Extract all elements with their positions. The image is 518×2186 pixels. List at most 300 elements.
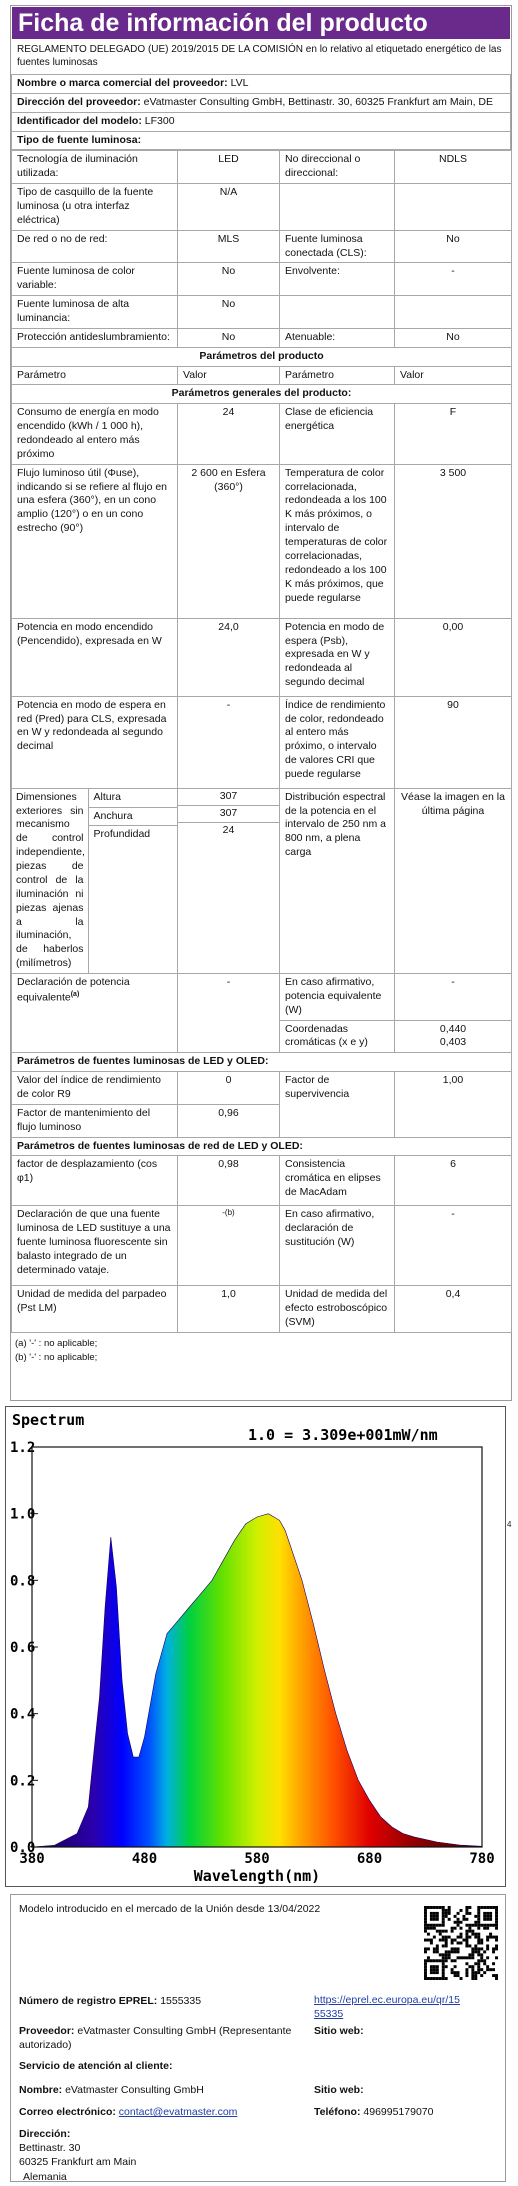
qr-module (427, 1939, 430, 1942)
qr-module (445, 1915, 448, 1918)
qr-module (448, 1918, 451, 1921)
qr-module (433, 1965, 436, 1968)
qr-module (430, 1942, 433, 1945)
qr-module (480, 1953, 483, 1956)
qr-module (430, 1915, 433, 1918)
qr-module (424, 1918, 427, 1921)
qr-module (474, 1974, 477, 1977)
qr-module (486, 1956, 489, 1959)
qr-module (430, 1971, 433, 1974)
qr-module (433, 1971, 436, 1974)
provider-web-label: Sitio web: (314, 2025, 364, 2037)
service-address: Dirección: Bettinastr. 30 60325 Frankfurt am Main Alemania (19, 2128, 137, 2183)
qr-module (465, 1956, 468, 1959)
qr-module (477, 1962, 480, 1965)
qr-module (460, 1942, 463, 1945)
qr-module (486, 1912, 489, 1915)
qr-module (462, 1915, 465, 1918)
type-row-technology: Tecnología de iluminación utilizada: LED No direccional o direccional: NDLS (12, 151, 512, 184)
qr-module (477, 1906, 480, 1909)
qr-module (424, 1915, 427, 1918)
supplier-row: Nombre o marca comercial del proveedor: LVL (11, 74, 511, 94)
qr-module (492, 1924, 495, 1927)
x-axis-label: Wavelength(nm) (193, 1867, 321, 1885)
qr-module (457, 1956, 460, 1959)
qr-module (439, 1977, 442, 1980)
qr-module (439, 1953, 442, 1956)
qr-module (445, 1909, 448, 1912)
qr-module (495, 1909, 498, 1912)
y-tick-label: 1.0 (10, 1506, 36, 1523)
qr-module (439, 1906, 442, 1909)
qr-module (433, 1950, 436, 1953)
qr-module (483, 1924, 486, 1927)
qr-module (477, 1942, 480, 1945)
led-row-r9: Valor del índice de rendimiento de color R9 0 Factor de supervivencia 1,00 (12, 1072, 512, 1105)
qr-module (492, 1947, 495, 1950)
qr-module (433, 1924, 436, 1927)
qr-module (451, 1947, 454, 1950)
height-value: 307 (178, 789, 279, 806)
qr-module (460, 1933, 463, 1936)
qr-module (427, 1927, 430, 1930)
qr-module (439, 1959, 442, 1962)
qr-module (462, 1918, 465, 1921)
qr-module (454, 1950, 457, 1953)
mains-row-cos: factor de desplazamiento (cos φ1) 0,98 Consistencia cromática en elipses de MacAdam 6 (12, 1156, 512, 1206)
qr-module (465, 1930, 468, 1933)
width-value: 307 (178, 806, 279, 823)
qr-module (468, 1956, 471, 1959)
y-tick-label: 0.2 (10, 1773, 36, 1790)
side-page-number: 4 (507, 1520, 512, 1529)
qr-module (436, 1968, 439, 1971)
qr-module (427, 1956, 430, 1959)
qr-module (430, 1906, 433, 1909)
qr-module (474, 1947, 477, 1950)
qr-module (424, 1906, 427, 1909)
qr-module (492, 1974, 495, 1977)
qr-module (477, 1965, 480, 1968)
qr-module (465, 1918, 468, 1921)
qr-module (483, 1906, 486, 1909)
qr-module (445, 1965, 448, 1968)
qr-module (448, 1906, 451, 1909)
qr-module (457, 1924, 460, 1927)
qr-module (495, 1974, 498, 1977)
supplier-value: LVL (230, 77, 249, 89)
qr-module (474, 1915, 477, 1918)
qr-module (445, 1977, 448, 1980)
qr-module (483, 1927, 486, 1930)
qr-module (436, 1915, 439, 1918)
mains-row-replacement: Declaración de que una fuente luminosa de LED sustituye a una fuente luminosa fluorescente sin balasto integrado de un determinado vataje. -(b) En caso afirmativo, declaración de sustitución (W) - (12, 1206, 512, 1286)
qr-module (460, 1956, 463, 1959)
qr-module (477, 1915, 480, 1918)
qr-module (477, 1971, 480, 1974)
qr-module (465, 1968, 468, 1971)
qr-module (436, 1965, 439, 1968)
qr-module (433, 1936, 436, 1939)
qr-module (465, 1912, 468, 1915)
footnote-a: (a) '-' : no aplicable; (15, 1337, 98, 1349)
qr-module (433, 1959, 436, 1962)
qr-module (477, 1939, 480, 1942)
qr-module (477, 1936, 480, 1939)
qr-module (486, 1947, 489, 1950)
qr-module (462, 1939, 465, 1942)
qr-module (433, 1906, 436, 1909)
qr-module (468, 1912, 471, 1915)
equivalent-power-row: Declaración de potencia equivalente$^{(a)}$ - En caso afirmativo, potencia equivalente (W) - (12, 973, 512, 1020)
qr-module (495, 1944, 498, 1947)
qr-module (427, 1947, 430, 1950)
spectrum-svg (6, 1407, 507, 1888)
depth-value: 24 (222, 823, 235, 836)
qr-module (471, 1924, 474, 1927)
params-heading: Parámetros del producto (12, 347, 512, 366)
qr-module (480, 1924, 483, 1927)
qr-module (492, 1936, 495, 1939)
qr-module (495, 1915, 498, 1918)
qr-module (465, 1933, 468, 1936)
qr-module (445, 1944, 448, 1947)
qr-module (483, 1912, 486, 1915)
qr-module (445, 1930, 448, 1933)
general-row-standby: Potencia en modo de espera en red (Pred) para CLS, expresada en W y redondeada al segundo decimal - Índice de rendimiento de color, redondeado al entero más próximo, o intervalo de valores CRI que puede regularse 90 (12, 696, 512, 788)
qr-module (465, 1942, 468, 1945)
qr-module (430, 1927, 433, 1930)
qr-module (489, 1924, 492, 1927)
qr-module (424, 1912, 427, 1915)
qr-module (442, 1909, 445, 1912)
y-tick-label: 1.2 (10, 1440, 36, 1456)
qr-module (433, 1977, 436, 1980)
qr-module (495, 1939, 498, 1942)
qr-module (465, 1909, 468, 1912)
qr-module (454, 1939, 457, 1942)
qr-module (477, 1918, 480, 1921)
general-row-flux: Flujo luminoso útil (Φuse), indicando si se refiere al flujo en una esfera (360°), en un cono amplio (120°) o en un cono estrecho (90°) 2 600 en Esfera (360°) Temperatura de color correlacionada, redondeada a los 100 K más próximos, o intervalo de temperaturas de color correlacionadas, redondeado a los 100 K más próximos, que puede regularse 3 500 (12, 464, 512, 618)
qr-module (442, 1956, 445, 1959)
qr-module (471, 1968, 474, 1971)
qr-module (424, 1924, 427, 1927)
qr-module (430, 1918, 433, 1921)
qr-module (445, 1942, 448, 1945)
provider-value: eVatmaster Consulting GmbH (Representante autorizado) (19, 2025, 292, 2051)
eprel-link[interactable]: https://eprel.ec.europa.eu/qr/15 55335 (314, 1994, 460, 2020)
qr-module (454, 1965, 457, 1968)
qr-module (495, 1921, 498, 1924)
qr-module (471, 1953, 474, 1956)
led-heading: Parámetros de fuentes luminosas de LED y OLED: (12, 1053, 512, 1072)
qr-module (457, 1918, 460, 1921)
qr-module (451, 1959, 454, 1962)
qr-module (430, 1965, 433, 1968)
dimensions-label: Dimensiones exteriores sin mecanismo de control independiente, piezas de control de la iluminación ni piezas ajenas a la iluminación, de haberlos (milímetros) (12, 789, 88, 973)
service-name: eVatmaster Consulting GmbH (65, 2084, 204, 2096)
qr-module (462, 1956, 465, 1959)
qr-module (486, 1968, 489, 1971)
x-tick-label: 480 (131, 1851, 158, 1867)
qr-module (436, 1924, 439, 1927)
qr-module (468, 1927, 471, 1930)
x-tick-label: 780 (469, 1851, 495, 1867)
type-row-glare: Protección antideslumbramiento: No Atenuable: No (12, 328, 512, 347)
y-tick-label: 0.4 (10, 1706, 36, 1723)
qr-module (445, 1950, 448, 1953)
qr-module (439, 1924, 442, 1927)
qr-module (468, 1924, 471, 1927)
qr-module (489, 1936, 492, 1939)
qr-module (489, 1968, 492, 1971)
chromaticity-row: Coordenadas cromáticas (x e y) 0,440 0,403 (12, 1020, 512, 1053)
qr-module (480, 1968, 483, 1971)
qr-module (436, 1912, 439, 1915)
qr-module (460, 1921, 463, 1924)
qr-module (448, 1909, 451, 1912)
qr-module (465, 1971, 468, 1974)
qr-module (468, 1936, 471, 1939)
dimensions-row: Dimensiones exteriores sin mecanismo de control independiente, piezas de control de la iluminación ni piezas ajenas a la iluminación, de haberlos (milímetros) Altura Anchura Profundidad 307 307 24 Distribución espectral de la potencia en el intervalo de 250 nm a 800 nm, a plena carga Véase la imagen en la última página (12, 788, 512, 973)
x-tick-label: 380 (19, 1851, 45, 1867)
qr-module (477, 1921, 480, 1924)
qr-module (489, 1906, 492, 1909)
qr-module (480, 1939, 483, 1942)
type-row-mains: De red o no de red: MLS Fuente luminosa conectada (CLS): No (12, 230, 512, 263)
qr-module (477, 1933, 480, 1936)
qr-module (480, 1906, 483, 1909)
qr-module (492, 1962, 495, 1965)
qr-module (489, 1918, 492, 1921)
qr-module (474, 1944, 477, 1947)
qr-module (433, 1927, 436, 1930)
qr-module (448, 1956, 451, 1959)
qr-module (451, 1927, 454, 1930)
qr-module (442, 1953, 445, 1956)
params-header-row: Parámetro Valor Parámetro Valor (12, 366, 512, 385)
qr-module (436, 1959, 439, 1962)
qr-module (424, 1927, 427, 1930)
qr-module (445, 1936, 448, 1939)
qr-module (489, 1933, 492, 1936)
qr-module (474, 1921, 477, 1924)
qr-module (460, 1977, 463, 1980)
type-row-luminance: Fuente luminosa de alta luminancia: No (12, 296, 512, 329)
qr-module (451, 1971, 454, 1974)
qr-module (436, 1977, 439, 1980)
light-source-type-table (11, 150, 512, 1333)
qr-module (436, 1930, 439, 1933)
qr-module (465, 1974, 468, 1977)
qr-module (474, 1933, 477, 1936)
qr-module (486, 1939, 489, 1942)
qr-module (489, 1915, 492, 1918)
qr-module (474, 1924, 477, 1927)
qr-module (424, 1965, 427, 1968)
qr-module (457, 1912, 460, 1915)
qr-module (483, 1950, 486, 1953)
qr-module (495, 1947, 498, 1950)
qr-module (442, 1924, 445, 1927)
qr-module (457, 1950, 460, 1953)
qr-module (477, 1953, 480, 1956)
qr-module (477, 1912, 480, 1915)
qr-module (480, 1947, 483, 1950)
qr-module (442, 1906, 445, 1909)
qr-module (483, 1971, 486, 1974)
qr-module (486, 1924, 489, 1927)
qr-module (486, 1944, 489, 1947)
qr-module (486, 1906, 489, 1909)
qr-module (477, 1909, 480, 1912)
qr-module (439, 1930, 442, 1933)
qr-module (480, 1959, 483, 1962)
general-row-energy: Consumo de energía en modo encendido (kWh / 1 000 h), redondeado al entero más próximo 24 Clase de eficiencia energética F (12, 404, 512, 464)
qr-module (451, 1950, 454, 1953)
qr-module (442, 1912, 445, 1915)
qr-module (442, 1971, 445, 1974)
qr-module (465, 1906, 468, 1909)
qr-module (457, 1974, 460, 1977)
address-value: eVatmaster Consulting GmbH, Bettinastr. 30, 60325 Frankfurt am Main, DE (143, 95, 494, 108)
qr-module (430, 1959, 433, 1962)
eprel-number: 1555335 (160, 1995, 202, 2007)
qr-module (433, 1912, 436, 1915)
qr-module (457, 1942, 460, 1945)
spectrum-area (32, 1514, 482, 1847)
qr-module (495, 1924, 498, 1927)
qr-module (424, 1959, 427, 1962)
qr-module (474, 1977, 477, 1980)
qr-module (483, 1918, 486, 1921)
qr-module (427, 1933, 430, 1936)
qr-module (454, 1947, 457, 1950)
spectrum-scale: 1.0 = 3.309e+001mW/nm (248, 1426, 438, 1444)
y-tick-label: 0.0 (10, 1840, 36, 1856)
qr-module (451, 1968, 454, 1971)
qr-module (483, 1915, 486, 1918)
qr-module (454, 1971, 457, 1974)
qr-module (480, 1974, 483, 1977)
service-web-label: Sitio web: (314, 2084, 364, 2096)
qr-module (465, 1924, 468, 1927)
qr-module (445, 1959, 448, 1962)
mains-row-flicker: Unidad de medida del parpadeo (Pst LM) 1,0 Unidad de medida del efecto estroboscópico (SVM) 0,4 (12, 1286, 512, 1333)
qr-module (483, 1959, 486, 1962)
general-heading: Parámetros generales del producto: (12, 385, 512, 404)
address-row: Dirección del proveedor: eVatmaster Consulting GmbH, Bettinastr. 30, 60325 Frankfurt am Main, DE (11, 94, 511, 113)
qr-module (468, 1953, 471, 1956)
qr-module (424, 1947, 427, 1950)
qr-module (486, 1965, 489, 1968)
qr-module (486, 1915, 489, 1918)
qr-module (486, 1936, 489, 1939)
qr-module (465, 1939, 468, 1942)
qr-module (424, 1921, 427, 1924)
qr-module (442, 1965, 445, 1968)
qr-module (480, 1956, 483, 1959)
qr-module (492, 1968, 495, 1971)
x-tick-label: 580 (244, 1851, 270, 1867)
type-row-colour: Fuente luminosa de color variable: No Envolvente: - (12, 263, 512, 296)
qr-module (445, 1912, 448, 1915)
y-tick-label: 0.6 (10, 1640, 36, 1656)
qr-module (474, 1971, 477, 1974)
market-date: Modelo introducido en el mercado de la Unión desde 13/04/2022 (19, 1903, 321, 1915)
qr-module (489, 1912, 492, 1915)
qr-module (436, 1944, 439, 1947)
qr-module (471, 1930, 474, 1933)
qr-module (486, 1927, 489, 1930)
spectrum-title: Spectrum (12, 1411, 85, 1429)
qr-module (492, 1950, 495, 1953)
qr-module (442, 1944, 445, 1947)
qr-module (436, 1971, 439, 1974)
qr-module (442, 1930, 445, 1933)
qr-module (430, 1968, 433, 1971)
qr-module (471, 1933, 474, 1936)
model-row: Identificador del modelo: LF300 (11, 113, 511, 132)
qr-module (468, 1906, 471, 1909)
qr-module (436, 1906, 439, 1909)
qr-module (471, 1950, 474, 1953)
qr-module (442, 1939, 445, 1942)
qr-module (457, 1936, 460, 1939)
qr-module (495, 1936, 498, 1939)
qr-module (445, 1956, 448, 1959)
mains-heading: Parámetros de fuentes luminosas de red de LED y OLED: (12, 1137, 512, 1156)
qr-module (436, 1950, 439, 1953)
qr-module (451, 1930, 454, 1933)
qr-module (424, 1968, 427, 1971)
email-link[interactable]: contact@evatmaster.com (118, 2106, 238, 2118)
qr-module (471, 1971, 474, 1974)
qr-module (424, 1962, 427, 1965)
qr-module (474, 1950, 477, 1953)
qr-module (477, 1959, 480, 1962)
qr-module (424, 1974, 427, 1977)
qr-module (457, 1947, 460, 1950)
qr-module (439, 1933, 442, 1936)
registration-section: Modelo introducido en el mercado de la Unión desde 13/04/2022 Número de registro EPREL: 1555335 https://eprel.ec.europa.eu/qr/15 55335 Proveedor: eVatmaster Consulting GmbH (Representante autorizado) Sitio web: Servicio de atención al cliente: Nombre: eVatmaster Consulting GmbH Sitio web: Correo electrónico: contact@evatmaster.com Teléfono: 496995179070 Dirección: Bettinastr. 30 60325 Frankfurt am Main Alemania (10, 1894, 506, 2182)
qr-module (442, 1936, 445, 1939)
qr-module (442, 1968, 445, 1971)
qr-module (448, 1950, 451, 1953)
qr-module (454, 1915, 457, 1918)
qr-module (483, 1962, 486, 1965)
qr-module (460, 1927, 463, 1930)
qr-module (451, 1939, 454, 1942)
spectrum-chart (5, 1406, 506, 1887)
qr-module (424, 1950, 427, 1953)
qr-module (454, 1974, 457, 1977)
qr-module (492, 1906, 495, 1909)
led-row-maintenance: Factor de mantenimiento del flujo luminoso 0,96 (12, 1104, 512, 1137)
qr-module (442, 1959, 445, 1962)
qr-module (427, 1924, 430, 1927)
qr-module (457, 1971, 460, 1974)
qr-module (442, 1962, 445, 1965)
footnote-b: (b) '-' : no aplicable; (15, 1351, 98, 1363)
qr-module (448, 1953, 451, 1956)
qr-module (480, 1942, 483, 1945)
qr-module (477, 1947, 480, 1950)
qr-module (465, 1944, 468, 1947)
qr-module (442, 1915, 445, 1918)
qr-module (465, 1962, 468, 1965)
qr-module (439, 1939, 442, 1942)
